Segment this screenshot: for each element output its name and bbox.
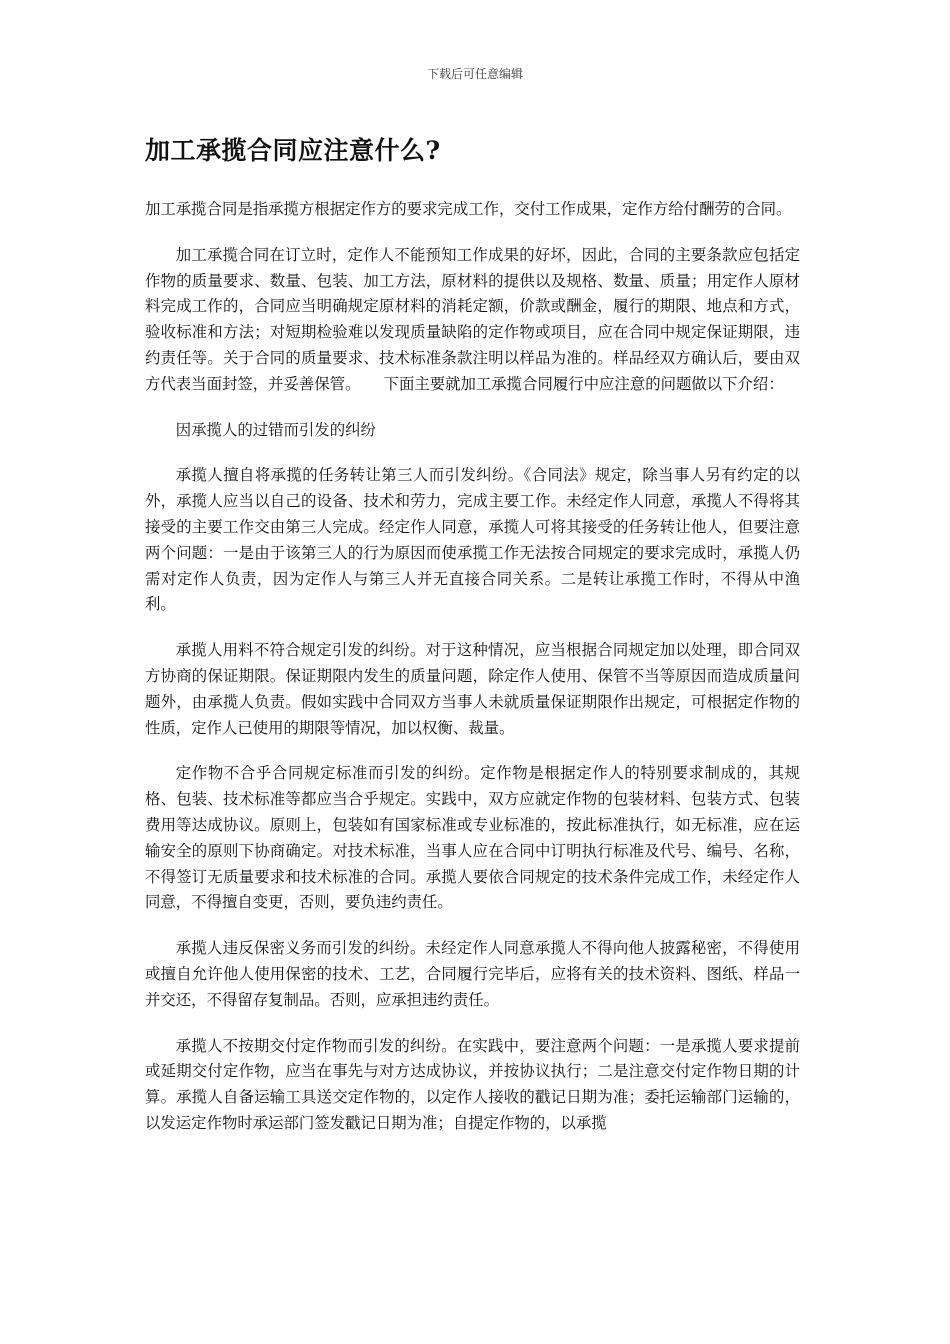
paragraph-confidentiality: 承揽人违反保密义务而引发的纠纷。未经定作人同意承揽人不得向他人披露秘密，不得使用或擅自允许他人使用保密的技术、工艺，合同履行完毕后，应将有关的技术资料、图纸、样品一并交还，不得留存复制品。否则，应承担违约责任。	[145, 939, 800, 1009]
section-heading-contractor-fault: 因承揽人的过错而引发的纠纷	[175, 420, 376, 439]
paragraph-materials: 承揽人用料不符合规定引发的纠纷。对于这种情况，应当根据合同规定加以处理，即合同双方协商的保证期限。保证期限内发生的质量问题，除定作人使用、保管不当等原因而造成质量问题外，由承揽人负责。假如实践中合同双方当事人未就质量保证期限作出规定，可根据定作物的性质，定作人已使用的期限等情况，加以权衡、裁量。	[145, 641, 800, 737]
document-body	[145, 133, 800, 1157]
paragraph-definition: 加工承揽合同是指承揽方根据定作方的要求完成工作，交付工作成果，定作方给付酬劳的合同。	[145, 200, 792, 218]
header-note: 下载后可任意编辑	[426, 67, 523, 81]
paragraph-standards: 定作物不合乎合同规定标准而引发的纠纷。定作物是根据定作人的特别要求制成的，其规格、包装、技术标准等都应当合乎规定。实践中，双方应就定作物的包装材料、包装方式、包装费用等达成协议。原则上，包装如有国家标准或专业标准的，按此标准执行，如无标准，应在运输安全的原则下协商确定。对技术标准，当事人应在合同中订明执行标准及代号、编号、名称，不得签订无质量要求和技术标准的合同。承揽人要依合同规定的技术条件完成工作，未经定作人同意，不得擅自变更，否则，要负违约责任。	[145, 764, 800, 912]
paragraph-delivery: 承揽人不按期交付定作物而引发的纠纷。在实践中，要注意两个问题：一是承揽人要求提前或延期交付定作物，应当在事先与对方达成协议，并按协议执行；二是注意交付定作物日期的计算。承揽人自备运输工具送交定作物的，以定作人接收的戳记日期为准；委托运输部门运输的，以发运定作物时承运部门签发戳记日期为准；自提定作物的，以承揽	[145, 1036, 800, 1132]
document-title: 加工承揽合同应注意什么?	[145, 136, 441, 165]
paragraph-contract-terms: 加工承揽合同在订立时，定作人不能预知工作成果的好坏，因此，合同的主要条款应包括定作物的质量要求、数量、包装、加工方法，原材料的提供以及规格、数量、质量；用定作人原材料完成工作的，合同应当明确规定原材料的消耗定额，价款或酬金，履行的期限、地点和方式，验收标准和方法；对短期检验难以发现质量缺陷的定作物或项目，应在合同中规定保证期限，违约责任等。关于合同的质量要求、技术标准条款注明以样品为准的。样品经双方确认后，要由双方代表当面封签，并妥善保管。 下面主要就加工承揽合同履行中应注意的问题做以下介绍：	[145, 245, 800, 393]
paragraph-subcontracting: 承揽人擅自将承揽的任务转让第三人而引发纠纷。《合同法》规定，除当事人另有约定的以外，承揽人应当以自己的设备、技术和劳力，完成主要工作。未经定作人同意，承揽人不得将其接受的主要工作交由第三人完成。经定作人同意，承揽人可将其接受的任务转让他人，但要注意两个问题：一是由于该第三人的行为原因而使承揽工作无法按合同规定的要求完成时，承揽人仍需对定作人负责，因为定作人与第三人并无直接合同关系。二是转让承揽工作时，不得从中渔利。	[145, 466, 800, 614]
